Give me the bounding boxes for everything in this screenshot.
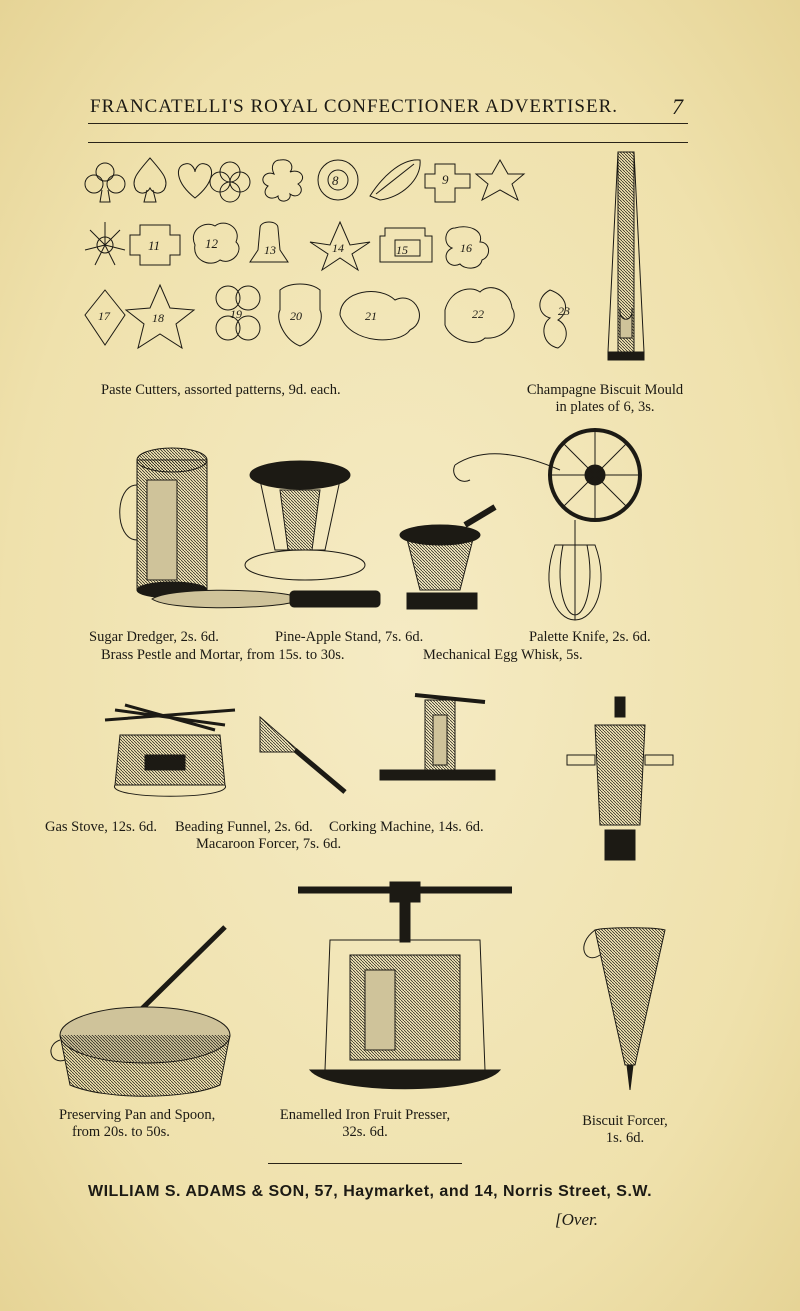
caption-biscuit-forcer-line2: 1s. 6d. <box>605 1130 645 1146</box>
pineapple-stand-illustration <box>240 455 370 585</box>
svg-text:19: 19 <box>230 307 242 321</box>
beading-funnel-illustration <box>255 712 355 797</box>
macaroon-forcer-illustration <box>565 695 675 875</box>
caption-gas-stove: Gas Stove, 12s. 6d. <box>45 819 157 835</box>
svg-text:15: 15 <box>396 243 408 257</box>
caption-palette-knife: Palette Knife, 2s. 6d. <box>529 629 651 645</box>
cutter-wreath-icon <box>445 288 514 343</box>
cutter-ornament-icon <box>446 227 489 268</box>
svg-text:16: 16 <box>460 241 472 255</box>
cutter-diamond-icon <box>85 290 125 345</box>
cutter-square-icon <box>130 225 180 265</box>
cutter-club-icon <box>85 163 125 202</box>
svg-text:11: 11 <box>148 238 161 253</box>
header-rule <box>88 123 688 124</box>
svg-text:22: 22 <box>472 307 484 321</box>
svg-text:20: 20 <box>290 309 302 323</box>
cutter-shield-icon <box>279 284 322 346</box>
egg-whisk-illustration <box>445 425 655 625</box>
caption-preserving-pan-line2: from 20s. to 50s. <box>72 1124 170 1140</box>
cutter-cross-icon <box>425 164 470 202</box>
caption-champagne-mould-line1: Champagne Biscuit Mould <box>526 382 684 398</box>
cutter-heart-icon <box>178 164 211 198</box>
cutter-fleur-icon <box>310 222 370 270</box>
cutter-sunburst-icon <box>85 222 125 265</box>
gas-stove-illustration <box>95 690 245 800</box>
page-number: 7 <box>672 94 683 119</box>
cutter-star-large-icon <box>126 285 194 348</box>
cutter-spade-icon <box>134 158 166 202</box>
caption-paste-cutters: Paste Cutters, assorted patterns, 9d. each. <box>101 382 341 398</box>
svg-text:9: 9 <box>442 172 449 187</box>
caption-corking-machine: Corking Machine, 14s. 6d. <box>329 819 484 835</box>
svg-text:14: 14 <box>332 241 344 255</box>
svg-text:18: 18 <box>152 311 164 325</box>
footer-rule <box>268 1163 462 1164</box>
caption-champagne-mould-line2: in plates of 6, 3s. <box>555 399 655 415</box>
cutter-frame-icon <box>380 228 432 262</box>
preserving-pan-illustration <box>45 925 245 1100</box>
caption-biscuit-forcer-line1: Biscuit Forcer, <box>582 1113 668 1129</box>
footer-over: [Over. <box>555 1210 598 1229</box>
svg-text:23: 23 <box>558 304 570 318</box>
cutter-star-icon <box>476 160 524 200</box>
biscuit-forcer-illustration <box>585 925 675 1095</box>
caption-macaroon-forcer: Macaroon Forcer, 7s. 6d. <box>196 836 342 852</box>
caption-fruit-presser-line2: 32s. 6d. <box>342 1124 388 1140</box>
cutter-quatrefoil-icon <box>210 162 250 202</box>
footer-address: WILLIAM S. ADAMS & SON, 57, Haymarket, and 14, Norris Street, S.W. <box>88 1183 653 1200</box>
svg-text:8: 8 <box>332 173 339 188</box>
sugar-dredger-illustration <box>112 440 222 600</box>
cutter-scallop-icon <box>193 223 239 263</box>
cutter-flower-icon <box>263 160 303 201</box>
caption-beading-funnel: Beading Funnel, 2s. 6d. <box>175 819 313 835</box>
svg-text:12: 12 <box>205 236 218 251</box>
cutter-scroll-icon <box>540 290 570 348</box>
corking-machine-illustration <box>375 690 500 790</box>
caption-fruit-presser-line1: Enamelled Iron Fruit Presser, <box>279 1107 451 1123</box>
cutter-leaf-icon <box>370 160 420 200</box>
caption-preserving-pan-line1: Preserving Pan and Spoon, <box>59 1107 216 1123</box>
caption-sugar-dredger: Sugar Dredger, 2s. 6d. <box>89 629 219 645</box>
cutter-bell-icon <box>250 222 288 262</box>
fruit-presser-illustration <box>290 880 520 1100</box>
caption-egg-whisk: Mechanical Egg Whisk, 5s. <box>423 647 583 663</box>
cutter-oval-scroll-icon <box>340 292 419 340</box>
champagne-mould-illustration <box>598 148 658 368</box>
cutter-trefoil-icon <box>216 286 260 340</box>
paste-cutters-illustration <box>80 150 580 380</box>
svg-text:17: 17 <box>98 309 110 323</box>
svg-text:21: 21 <box>365 309 377 323</box>
caption-pineapple-stand: Pine-Apple Stand, 7s. 6d. <box>275 629 424 645</box>
svg-text:13: 13 <box>264 243 276 257</box>
cutter-rosette-icon <box>318 160 358 200</box>
caption-pestle-mortar: Brass Pestle and Mortar, from 15s. to 30s. <box>101 647 345 663</box>
page-header-title: FRANCATELLI'S ROYAL CONFECTIONER ADVERTISER. <box>90 96 618 117</box>
palette-knife-illustration <box>150 585 390 613</box>
header-rule-thin <box>88 142 688 143</box>
